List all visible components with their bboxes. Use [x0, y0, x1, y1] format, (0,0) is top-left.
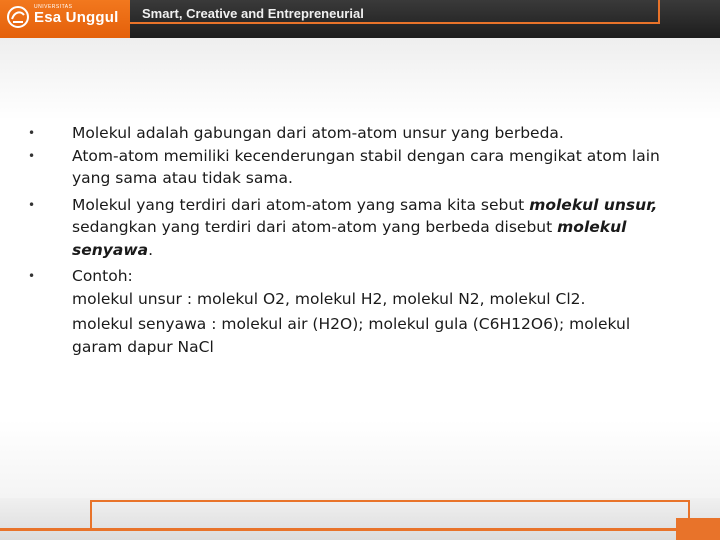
bullet-text: Molekul adalah gabungan dari atom-atom unsur yang berbeda.	[72, 124, 564, 142]
bullet-text: Atom-atom memiliki kecenderungan stabil dengan cara mengikat atom lain yang sama atau tidak sama.	[72, 146, 660, 187]
logo-text: Esa Unggul	[34, 9, 119, 26]
bullet-item	[28, 265, 668, 358]
bullet-text-part: sedangkan yang terdiri dari atom-atom yang berbeda disebut	[72, 218, 558, 236]
bullet-item	[28, 122, 668, 145]
bullet-icon: •	[28, 269, 36, 283]
logo-subtext: UNIVERSITAS	[34, 4, 73, 10]
term-molekul-senyawa: molekul senyawa	[72, 218, 627, 259]
example-senyawa: molekul senyawa : molekul air (H2O); molekul gula (C6H12O6); molekul garam dapur NaCl	[72, 315, 631, 356]
logo	[0, 0, 130, 38]
example-unsur: molekul unsur : molekul O2, molekul H2, molekul N2, molekul Cl2.	[72, 289, 586, 308]
bullet-text-part: .	[148, 240, 154, 259]
footer-accent-line	[0, 528, 720, 531]
example-label: Contoh:	[72, 267, 133, 285]
bullet-item	[28, 194, 668, 262]
bullet-icon: •	[28, 126, 36, 140]
bullet-text-part: Molekul yang terdiri dari atom-atom yang sama kita sebut	[72, 195, 530, 214]
bullet-item	[28, 145, 668, 190]
footer-accent-block	[676, 518, 720, 540]
bullet-icon: •	[28, 197, 36, 212]
slide-content	[28, 122, 668, 358]
bottom-shade	[0, 420, 720, 498]
bullet-text	[72, 194, 668, 262]
term-molekul-unsur: molekul unsur,	[529, 195, 658, 214]
bullet-text	[72, 265, 668, 358]
tagline: Smart, Creative and Entrepreneurial	[142, 6, 364, 21]
top-shade	[0, 38, 720, 120]
bullet-icon: •	[28, 148, 36, 163]
university-emblem-icon	[6, 5, 30, 29]
footer-frame-line	[90, 500, 690, 528]
header-bar	[0, 0, 720, 38]
